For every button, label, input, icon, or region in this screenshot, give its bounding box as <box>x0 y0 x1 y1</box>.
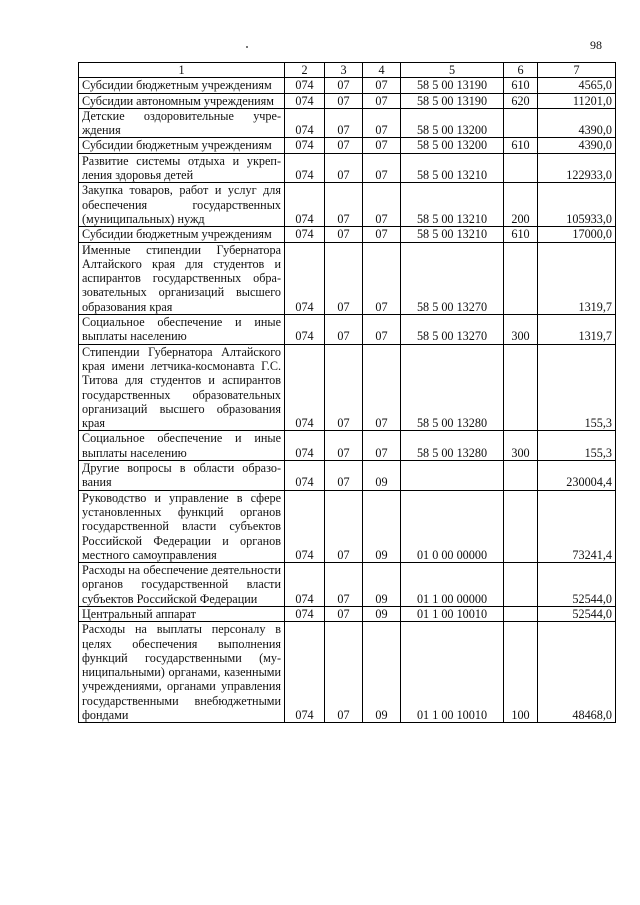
row-sum-cell: 52544,0 <box>538 563 616 607</box>
row-sum-cell: 73241,4 <box>538 490 616 562</box>
table-row <box>79 93 616 108</box>
row-name-cell: Именные стипендии Губернатора Алтайского края для студентов и аспирантов государственных образовательных организаций высшего образования края <box>79 242 285 314</box>
row-name-cell: Детские оздоровительные учреждения <box>79 108 285 138</box>
row-name-cell: Руководство и управление в сфере установленных функций органов государственной власти субъектов Российской Федерации и органов местного самоуправления <box>79 490 285 562</box>
row-name-cell: Субсидии бюджетным учреждениям <box>79 227 285 242</box>
row-sum-cell: 122933,0 <box>538 153 616 183</box>
row-grbs-cell: 074 <box>285 138 325 153</box>
row-sum-cell: 48468,0 <box>538 622 616 723</box>
row-subsection-cell: 09 <box>363 461 401 491</box>
row-expense-type-cell: 300 <box>504 431 538 461</box>
row-grbs-cell: 074 <box>285 78 325 93</box>
row-target-article-cell: 58 5 00 13210 <box>401 183 504 227</box>
row-section-cell: 07 <box>325 490 363 562</box>
row-section-cell: 07 <box>325 461 363 491</box>
row-expense-type-cell <box>504 153 538 183</box>
row-section-cell: 07 <box>325 622 363 723</box>
row-target-article-cell: 58 5 00 13210 <box>401 153 504 183</box>
row-expense-type-cell: 100 <box>504 622 538 723</box>
column-number-row <box>79 63 616 78</box>
row-subsection-cell: 09 <box>363 606 401 621</box>
table-row <box>79 242 616 314</box>
row-section-cell: 07 <box>325 242 363 314</box>
table-row <box>79 431 616 461</box>
row-grbs-cell: 074 <box>285 108 325 138</box>
table-row <box>79 606 616 621</box>
row-grbs-cell: 074 <box>285 242 325 314</box>
row-name-cell: Социальное обеспечение и иные выплаты населению <box>79 431 285 461</box>
row-grbs-cell: 074 <box>285 315 325 345</box>
column-header: 3 <box>325 63 363 78</box>
row-target-article-cell <box>401 461 504 491</box>
row-sum-cell: 17000,0 <box>538 227 616 242</box>
row-subsection-cell: 07 <box>363 242 401 314</box>
row-name-cell: Центральный аппарат <box>79 606 285 621</box>
row-expense-type-cell: 200 <box>504 183 538 227</box>
row-sum-cell: 1319,7 <box>538 242 616 314</box>
row-subsection-cell: 07 <box>363 315 401 345</box>
row-section-cell: 07 <box>325 606 363 621</box>
row-expense-type-cell: 610 <box>504 138 538 153</box>
row-sum-cell: 105933,0 <box>538 183 616 227</box>
scan-speck <box>246 46 248 48</box>
table-row <box>79 461 616 491</box>
table-body <box>79 78 616 723</box>
row-sum-cell: 155,3 <box>538 431 616 461</box>
column-header: 2 <box>285 63 325 78</box>
row-target-article-cell: 58 5 00 13190 <box>401 93 504 108</box>
row-name-cell: Социальное обеспечение и иные выплаты населению <box>79 315 285 345</box>
row-sum-cell: 4390,0 <box>538 108 616 138</box>
row-name-cell: Субсидии бюджетным учреждениям <box>79 78 285 93</box>
row-grbs-cell: 074 <box>285 183 325 227</box>
row-subsection-cell: 07 <box>363 93 401 108</box>
row-grbs-cell: 074 <box>285 153 325 183</box>
page-number: 98 <box>590 38 602 52</box>
row-target-article-cell: 58 5 00 13210 <box>401 227 504 242</box>
row-grbs-cell: 074 <box>285 606 325 621</box>
table-row <box>79 490 616 562</box>
row-grbs-cell: 074 <box>285 227 325 242</box>
row-grbs-cell: 074 <box>285 622 325 723</box>
row-name-cell: Другие вопросы в области образования <box>79 461 285 491</box>
row-grbs-cell: 074 <box>285 563 325 607</box>
row-target-article-cell: 58 5 00 13280 <box>401 431 504 461</box>
row-sum-cell: 230004,4 <box>538 461 616 491</box>
column-header: 7 <box>538 63 616 78</box>
row-expense-type-cell <box>504 344 538 431</box>
row-sum-cell: 52544,0 <box>538 606 616 621</box>
table-row <box>79 138 616 153</box>
table-row <box>79 563 616 607</box>
row-subsection-cell: 09 <box>363 622 401 723</box>
row-name-cell: Субсидии автономным учреждениям <box>79 93 285 108</box>
row-subsection-cell: 09 <box>363 563 401 607</box>
row-expense-type-cell: 610 <box>504 78 538 93</box>
table-row <box>79 227 616 242</box>
budget-table <box>78 62 616 723</box>
row-section-cell: 07 <box>325 93 363 108</box>
row-subsection-cell: 07 <box>363 138 401 153</box>
row-grbs-cell: 074 <box>285 344 325 431</box>
table-row <box>79 622 616 723</box>
row-expense-type-cell: 610 <box>504 227 538 242</box>
table-row <box>79 183 616 227</box>
row-expense-type-cell: 300 <box>504 315 538 345</box>
row-section-cell: 07 <box>325 78 363 93</box>
row-section-cell: 07 <box>325 183 363 227</box>
row-expense-type-cell <box>504 242 538 314</box>
row-section-cell: 07 <box>325 138 363 153</box>
row-target-article-cell: 58 5 00 13280 <box>401 344 504 431</box>
row-subsection-cell: 07 <box>363 344 401 431</box>
row-grbs-cell: 074 <box>285 93 325 108</box>
row-subsection-cell: 07 <box>363 183 401 227</box>
row-name-cell: Закупка товаров, работ и услуг для обеспечения государственных (муниципальных) нужд <box>79 183 285 227</box>
column-header: 5 <box>401 63 504 78</box>
row-name-cell: Развитие системы отдыха и укрепления здоровья детей <box>79 153 285 183</box>
column-header: 6 <box>504 63 538 78</box>
table-row <box>79 344 616 431</box>
row-section-cell: 07 <box>325 108 363 138</box>
table-row <box>79 153 616 183</box>
row-grbs-cell: 074 <box>285 431 325 461</box>
row-subsection-cell: 07 <box>363 227 401 242</box>
row-target-article-cell: 58 5 00 13270 <box>401 315 504 345</box>
table-row <box>79 315 616 345</box>
row-section-cell: 07 <box>325 315 363 345</box>
row-target-article-cell: 58 5 00 13270 <box>401 242 504 314</box>
column-header: 4 <box>363 63 401 78</box>
row-sum-cell: 1319,7 <box>538 315 616 345</box>
row-section-cell: 07 <box>325 563 363 607</box>
row-subsection-cell: 09 <box>363 490 401 562</box>
row-expense-type-cell <box>504 490 538 562</box>
row-grbs-cell: 074 <box>285 461 325 491</box>
row-name-cell: Стипендии Губернатора Алтайского края имени летчика-космонавта Г.С. Титова для студентов и аспирантов государственных образовательных организаций высшего образования края <box>79 344 285 431</box>
row-sum-cell: 11201,0 <box>538 93 616 108</box>
row-subsection-cell: 07 <box>363 431 401 461</box>
row-sum-cell: 4390,0 <box>538 138 616 153</box>
row-target-article-cell: 01 1 00 00000 <box>401 563 504 607</box>
row-section-cell: 07 <box>325 227 363 242</box>
row-name-cell: Расходы на выплаты персоналу в целях обеспечения выполнения функций государственными (муниципальными) органами, казенными учреждениями, органами управления государственными внебюджетными фондами <box>79 622 285 723</box>
row-subsection-cell: 07 <box>363 78 401 93</box>
row-expense-type-cell: 620 <box>504 93 538 108</box>
row-target-article-cell: 58 5 00 13190 <box>401 78 504 93</box>
row-grbs-cell: 074 <box>285 490 325 562</box>
table-row <box>79 108 616 138</box>
row-target-article-cell: 01 1 00 10010 <box>401 606 504 621</box>
row-target-article-cell: 58 5 00 13200 <box>401 108 504 138</box>
row-subsection-cell: 07 <box>363 153 401 183</box>
row-section-cell: 07 <box>325 431 363 461</box>
row-expense-type-cell <box>504 108 538 138</box>
table-row <box>79 78 616 93</box>
row-expense-type-cell <box>504 461 538 491</box>
row-sum-cell: 155,3 <box>538 344 616 431</box>
column-header: 1 <box>79 63 285 78</box>
row-target-article-cell: 58 5 00 13200 <box>401 138 504 153</box>
row-section-cell: 07 <box>325 153 363 183</box>
row-section-cell: 07 <box>325 344 363 431</box>
row-target-article-cell: 01 1 00 10010 <box>401 622 504 723</box>
row-name-cell: Расходы на обеспечение деятельности органов государственной власти субъектов Российской Федерации <box>79 563 285 607</box>
row-sum-cell: 4565,0 <box>538 78 616 93</box>
row-expense-type-cell <box>504 606 538 621</box>
row-target-article-cell: 01 0 00 00000 <box>401 490 504 562</box>
row-name-cell: Субсидии бюджетным учреждениям <box>79 138 285 153</box>
row-subsection-cell: 07 <box>363 108 401 138</box>
row-expense-type-cell <box>504 563 538 607</box>
